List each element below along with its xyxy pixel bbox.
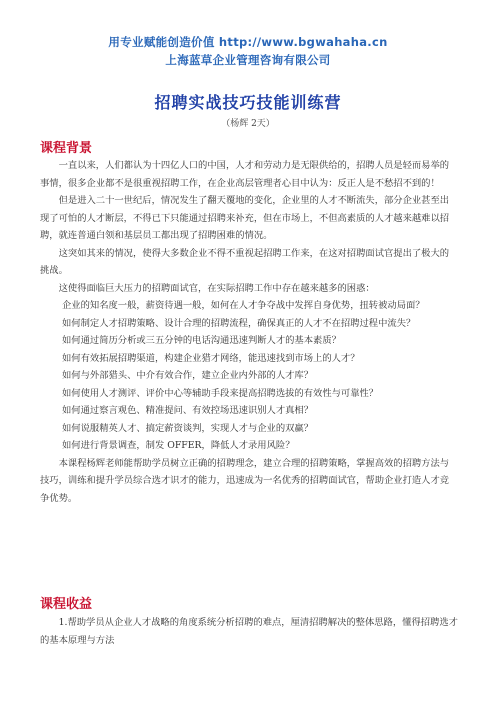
question-item: 如何说服精英人才、搞定薪资谈判，实现人才与企业的双赢？ [62, 422, 314, 434]
question-item: 如何使用人才测评、评价中心等辅助手段来提高招聘选拔的有效性与可靠性？ [62, 387, 379, 399]
question-item: 如何有效拓展招聘渠道，构建企业猎才网络，能迅速找到市场上的人才？ [62, 352, 360, 364]
paragraph: 本课程杨辉老师能帮助学员树立正确的招聘理念，建立合理的招聘策略，掌握高效的招聘方法与技巧，训练和提升学员综合选才识才的能力，迅速成为一名优秀的招聘面试官，帮助企业打造人才竞争优势。 [40, 457, 450, 504]
question-item: 如何与外部猎头、中介有效合作，建立企业内外部的人才库？ [62, 370, 314, 381]
section-heading-background: 课程背景 [40, 141, 93, 156]
section-benefits-body [40, 614, 458, 649]
question-item: 如何通过察言观色、精准提问、有效控场迅速识别人才真相？ [62, 405, 314, 416]
question-item: 如何进行背景调查，制发 OFFER，降低人才录用风险？ [62, 440, 295, 451]
paragraph: 但是进入二十一世纪后，情况发生了翻天覆地的变化，企业里的人才不断流失，部分企业甚至出现了可怕的人才断层，不得已下只能通过招聘来补充，但在市场上，不但高素质的人才越来越难以招聘，就连普通白领和基层员工都出现了招聘困难的情况。 [40, 195, 450, 241]
document-subtitle: （杨辉 2天） [221, 119, 275, 129]
question-item: 如何制定人才招聘策略、设计合理的招聘流程，确保真正的人才不在招聘过程中流失？ [62, 317, 416, 329]
paragraph: 一直以来，人们都认为十四亿人口的中国，人才和劳动力是无限供给的，招聘人员是轻而易举的事情，很多企业都不是很重视招聘工作，在企业高层管理者心目中认为：反正人是不愁招不到的！ [40, 160, 450, 189]
header-slogan: 用专业赋能创造价值 http://www.bgwahaha.cn [108, 35, 388, 49]
section-background-body [40, 157, 458, 507]
paragraph: 这使得面临巨大压力的招聘面试官，在实际招聘工作中存在越来越多的困惑： [58, 282, 375, 294]
document-title: 招聘实战技巧技能训练营 [154, 93, 342, 112]
benefit-item: 1.帮助学员从企业人才战略的角度系统分析招聘的难点，厘清招聘解决的整体思路，懂得招聘选才的基本原理与方法 [40, 617, 458, 646]
paragraph: 这突如其来的情况，使得大多数企业不得不重视起招聘工作来，在这对招聘面试官提出了极大的挑战。 [40, 247, 450, 276]
section-heading-benefits: 课程收益 [40, 597, 93, 612]
question-item: 企业的知名度一般，薪资待遇一般，如何在人才争夺战中发挥自身优势，扭转被动局面？ [62, 300, 425, 311]
question-item: 如何通过简历分析或三五分钟的电话沟通迅速判断人才的基本素质？ [62, 335, 341, 346]
header-company: 上海蓝草企业管理咨询有限公司 [165, 53, 331, 67]
page-header [0, 34, 496, 68]
